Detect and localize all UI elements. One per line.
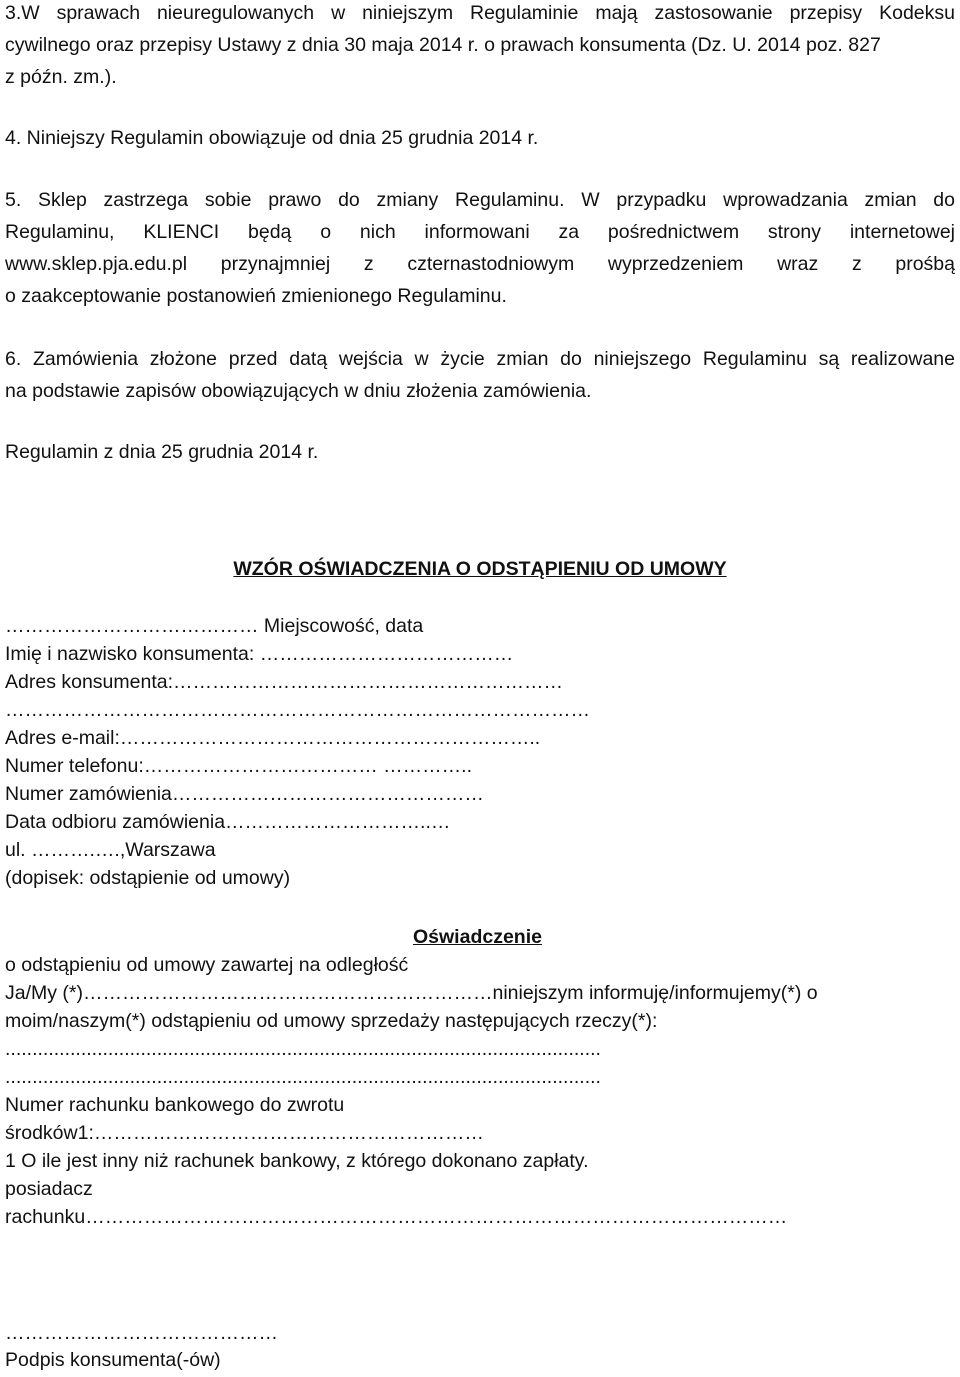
field-note: (dopisek: odstąpienie od umowy) <box>5 867 291 889</box>
regulation-p6-line-2: na podstawie zapisów obowiązujących w dniu złożenia zamówienia. <box>5 380 592 402</box>
statement-footnote: 1 O ile jest inny niż rachunek bankowy, z którego dokonano zapłaty. <box>5 1150 589 1172</box>
field-place-date: ………………………………… Miejscowość, data <box>5 615 424 637</box>
statement-dotted-line: .............................................................................................................. <box>5 1038 601 1060</box>
statement-line: Ja/My (*)………………………………………………………niniejszym informuję/informujemy(*) o <box>5 982 818 1004</box>
field-consumer-address: Adres konsumenta:…………………………………………………… <box>5 671 564 693</box>
statement-dotted-line: .............................................................................................................. <box>5 1066 601 1088</box>
regulation-p3-line-3: z późn. zm.). <box>5 66 117 88</box>
regulation-p5-line-1: 5. Sklep zastrzega sobie prawo do zmiany Regulaminu. W przypadku wprowadzania zmian do <box>5 189 955 211</box>
field-order-receipt-date: Data odbioru zamówienia…………………………..… <box>5 811 451 833</box>
statement-line: środków1:…………………………………………………… <box>5 1122 484 1144</box>
field-order-number: Numer zamówienia………………………………………… <box>5 783 484 805</box>
regulation-p6-line-1: 6. Zamówienia złożone przed datą wejścia w życie zmian do niniejszego Regulaminu są realizowane <box>5 348 955 370</box>
field-street: ul. ……….….,Warszawa <box>5 839 216 861</box>
statement-line: posiadacz <box>5 1178 93 1200</box>
regulation-p5-line-3: www.sklep.pja.edu.pl przynajmniej z czternastodniowym wyprzedzeniem wraz z prośbą <box>5 253 955 275</box>
statement-line: Numer rachunku bankowego do zwrotu <box>5 1094 345 1116</box>
regulation-p3-line-1: 3.W sprawach nieuregulowanych w niniejszym Regulaminie mają zastosowanie przepisy Kodeksu <box>5 2 955 24</box>
withdrawal-form-title: WZÓR OŚWIADCZENIA O ODSTĄPIENIU OD UMOWY <box>233 558 727 580</box>
regulation-p5-line-2: Regulaminu, KLIENCI będą o nich informowani za pośrednictwem strony internetowej <box>5 221 955 243</box>
signature-dots: …………………………………… <box>5 1322 278 1344</box>
regulation-p5-line-4: o zaakceptowanie postanowień zmienionego Regulaminu. <box>5 285 507 307</box>
regulation-date-line: Regulamin z dnia 25 grudnia 2014 r. <box>5 441 319 463</box>
regulation-p4: 4. Niniejszy Regulamin obowiązuje od dnia 25 grudnia 2014 r. <box>5 127 539 149</box>
statement-line: rachunku……………………………………………………………………………………………… <box>5 1206 788 1228</box>
field-phone: Numer telefonu:……………………………… ………….. <box>5 755 472 777</box>
statement-title: Oświadczenie <box>413 926 542 948</box>
field-consumer-name: Imię i nazwisko konsumenta: ………………………………… <box>5 643 514 665</box>
field-address-continued: ……………………………………………………………………………… <box>5 699 590 721</box>
signature-label: Podpis konsumenta(-ów) <box>5 1349 221 1371</box>
statement-line: moim/naszym(*) odstąpieniu od umowy sprzedaży następujących rzeczy(*): <box>5 1010 658 1032</box>
regulation-p3-line-2: cywilnego oraz przepisy Ustawy z dnia 30 maja 2014 r. o prawach konsumenta (Dz. U. 2014 poz. 827 <box>5 34 881 56</box>
field-email: Adres e-mail:……………………………………………………….. <box>5 727 541 749</box>
statement-line: o odstąpieniu od umowy zawartej na odległość <box>5 954 409 976</box>
